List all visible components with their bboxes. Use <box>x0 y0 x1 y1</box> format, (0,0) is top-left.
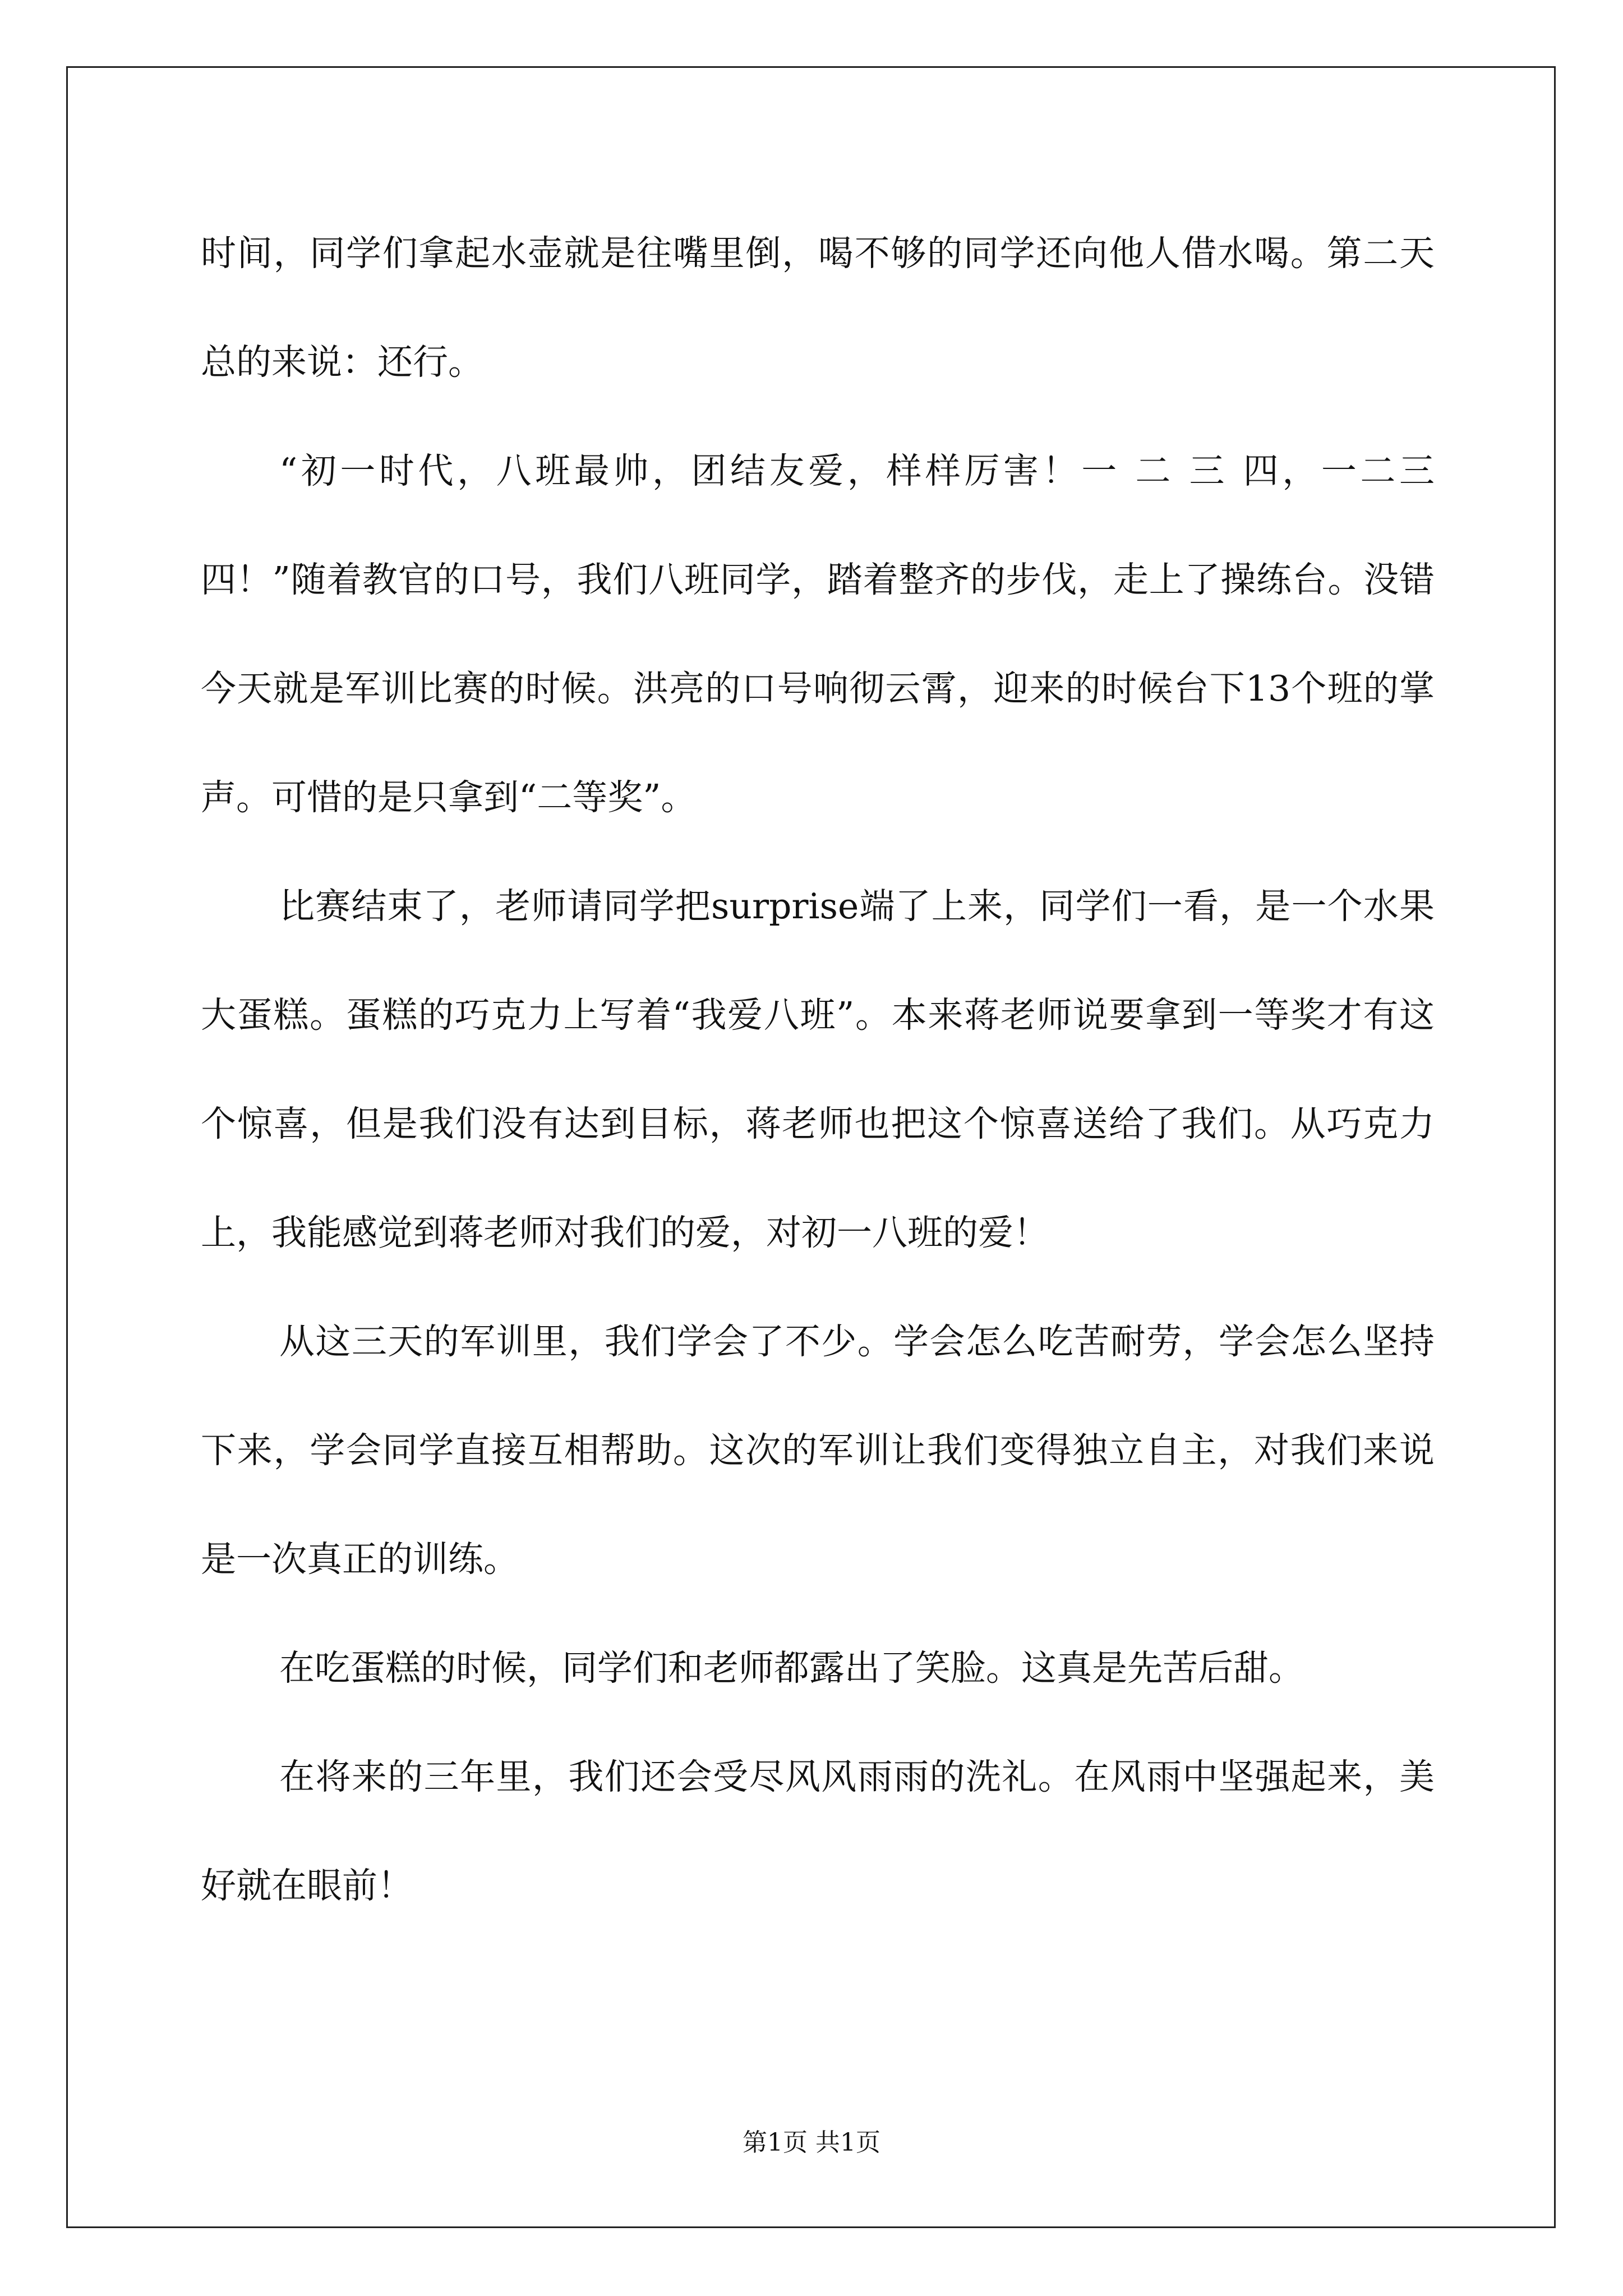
document-body <box>201 199 1435 1940</box>
paragraph: 从这三天的军训里，我们学会了不少。学会怎么吃苦耐劳，学会怎么坚持下来，学会同学直接互相帮助。这次的军训让我们变得独立自主，对我们来说是一次真正的训练。 <box>201 1321 1435 1580</box>
page-number-label: 第1页 共1页 <box>743 2128 880 2157</box>
page-footer <box>0 2126 1623 2160</box>
paragraph: 时间，同学们拿起水壶就是往嘴里倒，喝不够的同学还向他人借水喝。第二天总的来说：还行。 <box>201 233 1435 383</box>
paragraph: 在吃蛋糕的时候，同学们和老师都露出了笑脸。这真是先苦后甜。 <box>279 1648 1304 1688</box>
paragraph: 在将来的三年里，我们还会受尽风风雨雨的洗礼。在风雨中坚强起来，美好就在眼前！ <box>201 1756 1435 1906</box>
paragraph: “初一时代，八班最帅，团结友爱，样样厉害！一 二 三 四，一二三四！”随着教官的口号，我们八班同学，踏着整齐的步伐，走上了操练台。没错今天就是军训比赛的时候。洪亮的口号响彻云霄，迎来的时候台下13个班的掌声。可惜的是只拿到“二等奖”。 <box>201 450 1435 818</box>
paragraph: 比赛结束了，老师请同学把surprise端了上来，同学们一看，是一个水果大蛋糕。蛋糕的巧克力上写着“我爱八班”。本来蒋老师说要拿到一等奖才有这个惊喜，但是我们没有达到目标，蒋老师也把这个惊喜送给了我们。从巧克力上，我能感觉到蒋老师对我们的爱，对初一八班的爱！ <box>201 886 1435 1253</box>
